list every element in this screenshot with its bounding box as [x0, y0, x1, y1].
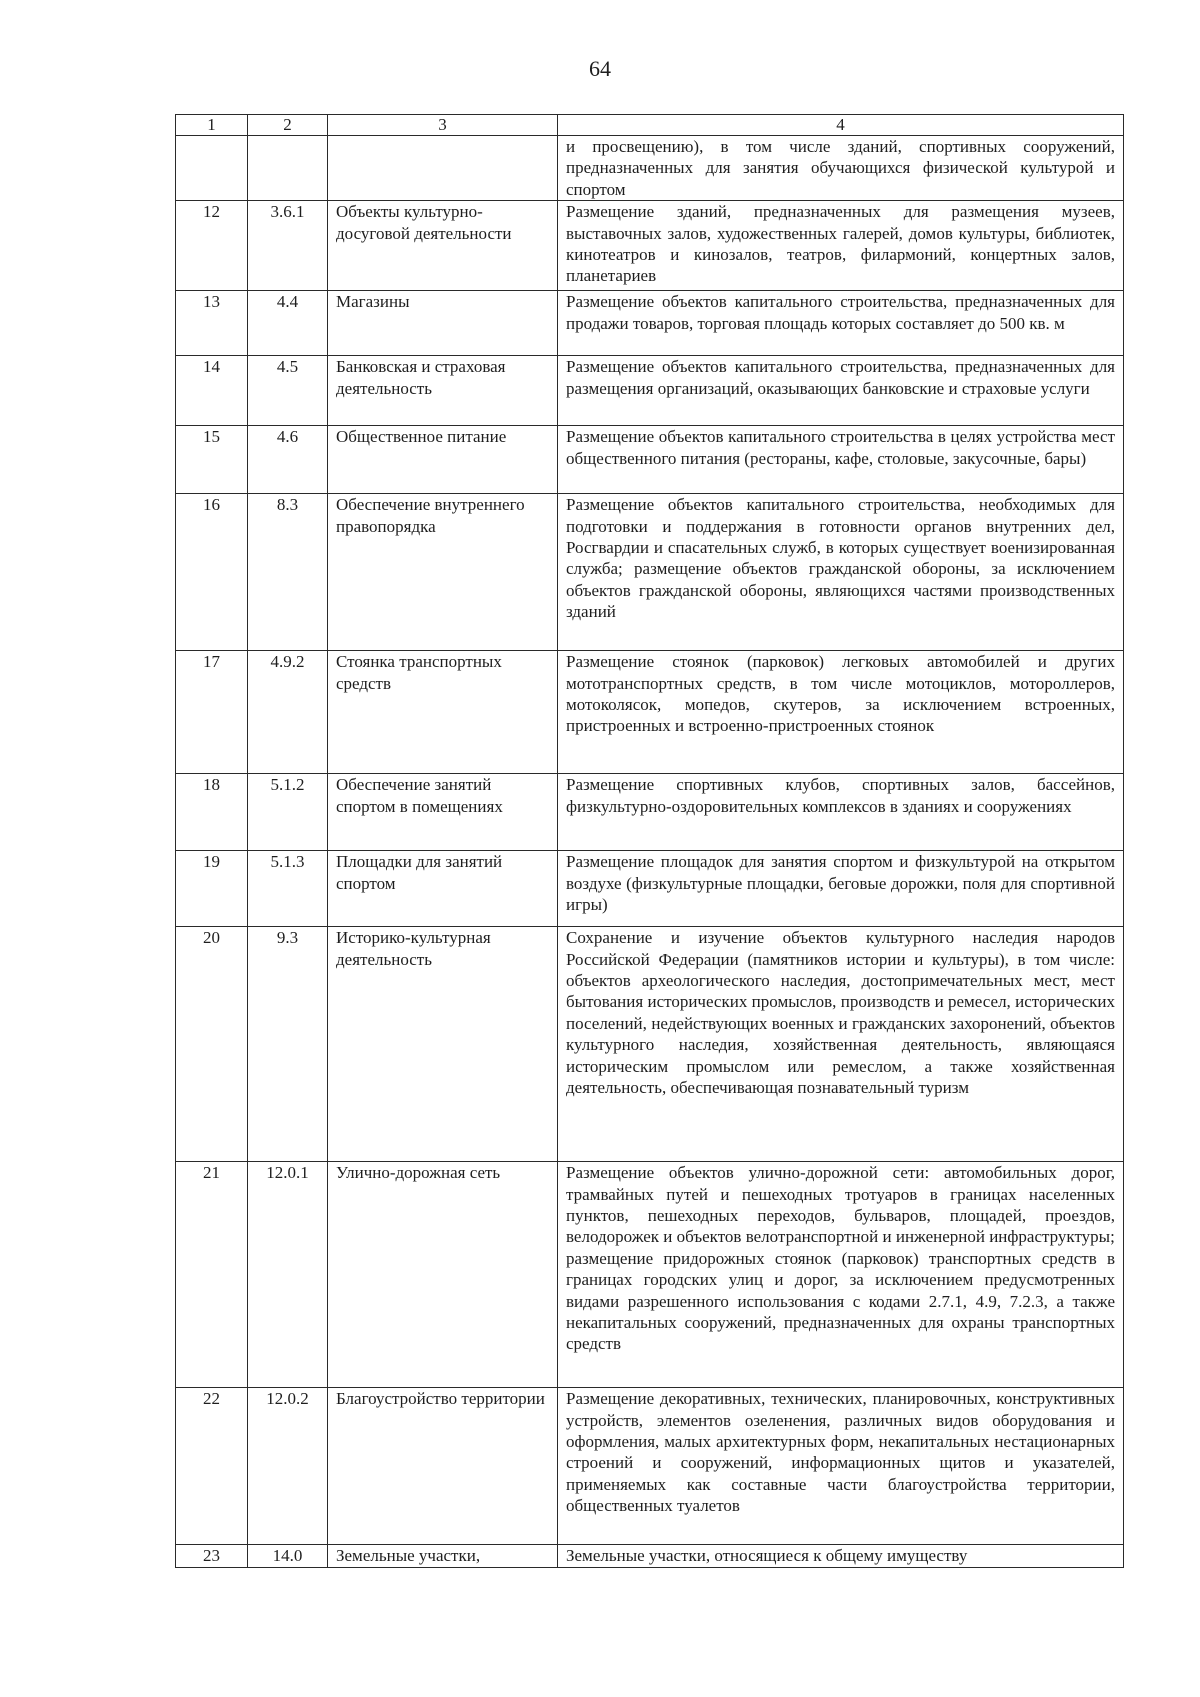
column-header: 4: [558, 115, 1124, 136]
row-name: Объекты культурно-досуговой деятельности: [328, 201, 558, 291]
row-number: 20: [176, 927, 248, 1162]
row-description: Размещение зданий, предназначенных для размещения музеев, выставочных залов, художественных галерей, домов культуры, библиотек, кинотеатров и кинозалов, театров, филармоний, концертных залов, планетариев: [558, 201, 1124, 291]
row-code: 4.6: [248, 426, 328, 494]
row-number: [176, 136, 248, 201]
table-row: [176, 1388, 1124, 1545]
table-header-row: [176, 115, 1124, 136]
table-row: [176, 1545, 1124, 1567]
table-row: [176, 494, 1124, 651]
table-row: [176, 651, 1124, 774]
row-description: Размещение объектов капитального строительства в целях устройства мест общественного питания (рестораны, кафе, столовые, закусочные, бары): [558, 426, 1124, 494]
row-number: 14: [176, 356, 248, 426]
row-number: 19: [176, 851, 248, 927]
table-row: [176, 201, 1124, 291]
row-name: Банковская и страховая деятельность: [328, 356, 558, 426]
row-number: 23: [176, 1545, 248, 1567]
table-row: [176, 927, 1124, 1162]
description-paragraph: Размещение объектов улично-дорожной сети: автомобильных дорог, трамвайных путей и пешеходных тротуаров в границах населенных пунктов, пешеходных переходов, бульваров, площадей, проездов, велодорожек и объектов велотранспортной и инженерной инфраструктуры;: [566, 1163, 1115, 1247]
row-name: Земельные участки,: [328, 1545, 558, 1567]
row-description: Размещение стоянок (парковок) легковых автомобилей и других мототранспортных средств, в том числе мотоциклов, мотороллеров, мотоколясок, мопедов, скутеров, за исключением встроенных, пристроенных и встроенно-пристроенных стоянок: [558, 651, 1124, 774]
description-paragraph: размещение придорожных стоянок (парковок) транспортных средств в границах городских улиц и дорог, за исключением предусмотренных видами разрешенного использования с кодами 2.7.1, 4.9, 7.2.3, а также некапитальных сооружений, предназначенных для охраны транспортных средств: [566, 1248, 1115, 1354]
column-header: 3: [328, 115, 558, 136]
row-code: 14.0: [248, 1545, 328, 1567]
row-code: 3.6.1: [248, 201, 328, 291]
row-name: Обеспечение занятий спортом в помещениях: [328, 774, 558, 851]
table-row: [176, 851, 1124, 927]
table-row: [176, 1162, 1124, 1388]
table-row: [176, 356, 1124, 426]
row-name: [328, 136, 558, 201]
row-code: 9.3: [248, 927, 328, 1162]
row-number: 22: [176, 1388, 248, 1545]
row-name: Стоянка транспортных средств: [328, 651, 558, 774]
column-header: 1: [176, 115, 248, 136]
row-code: 5.1.3: [248, 851, 328, 927]
zoning-table: [175, 114, 1124, 1568]
row-number: 15: [176, 426, 248, 494]
row-code: 12.0.2: [248, 1388, 328, 1545]
row-number: 12: [176, 201, 248, 291]
row-code: 4.4: [248, 291, 328, 356]
row-number: 13: [176, 291, 248, 356]
row-code: 5.1.2: [248, 774, 328, 851]
row-description: Размещение объектов капитального строительства, предназначенных для продажи товаров, торговая площадь которых составляет до 500 кв. м: [558, 291, 1124, 356]
row-number: 18: [176, 774, 248, 851]
row-code: 12.0.1: [248, 1162, 328, 1388]
row-name: Площадки для занятий спортом: [328, 851, 558, 927]
row-code: 4.9.2: [248, 651, 328, 774]
row-name: Обеспечение внутреннего правопорядка: [328, 494, 558, 651]
row-description: Сохранение и изучение объектов культурного наследия народов Российской Федерации (памятников истории и культуры), в том числе: объектов археологического наследия, достопримечательных мест, мест бытования исторических промыслов, производств и ремесел, исторических поселений, недействующих военных и гражданских захоронений, объектов культурного наследия, хозяйственная деятельность, являющаяся историческим промыслом или ремеслом, а также хозяйственная деятельность, обеспечивающая познавательный туризм: [558, 927, 1124, 1162]
table-row: [176, 426, 1124, 494]
table-row: [176, 774, 1124, 851]
row-name: Общественное питание: [328, 426, 558, 494]
row-code: [248, 136, 328, 201]
row-description: Размещение спортивных клубов, спортивных залов, бассейнов, физкультурно-оздоровительных комплексов в зданиях и сооружениях: [558, 774, 1124, 851]
row-description: и просвещению), в том числе зданий, спортивных сооружений, предназначенных для занятия обучающихся физической культурой и спортом: [558, 136, 1124, 201]
row-name: Историко-культурная деятельность: [328, 927, 558, 1162]
row-number: 21: [176, 1162, 248, 1388]
row-description: [558, 1162, 1124, 1388]
row-description: Размещение площадок для занятия спортом и физкультурой на открытом воздухе (физкультурные площадки, беговые дорожки, поля для спортивной игры): [558, 851, 1124, 927]
row-description: Размещение объектов капитального строительства, предназначенных для размещения организаций, оказывающих банковские и страховые услуги: [558, 356, 1124, 426]
row-number: 16: [176, 494, 248, 651]
row-code: 8.3: [248, 494, 328, 651]
row-description: Размещение объектов капитального строительства, необходимых для подготовки и поддержания в готовности органов внутренних дел, Росгвардии и спасательных служб, в которых существует военизированная служба; размещение объектов гражданской обороны, за исключением объектов гражданской обороны, являющихся частями производственных зданий: [558, 494, 1124, 651]
row-code: 4.5: [248, 356, 328, 426]
column-header: 2: [248, 115, 328, 136]
table-row-continuation: [176, 136, 1124, 201]
row-name: Благоустройство территории: [328, 1388, 558, 1545]
row-description: Размещение декоративных, технических, планировочных, конструктивных устройств, элементов озеленения, различных видов оборудования и оформления, малых архитектурных форм, некапитальных нестационарных строений и сооружений, информационных щитов и указателей, применяемых как составные части благоустройства территории, общественных туалетов: [558, 1388, 1124, 1545]
page-number: 64: [589, 56, 611, 81]
row-description: Земельные участки, относящиеся к общему имуществу: [558, 1545, 1124, 1567]
row-number: 17: [176, 651, 248, 774]
row-name: Магазины: [328, 291, 558, 356]
table-row: [176, 291, 1124, 356]
row-name: Улично-дорожная сеть: [328, 1162, 558, 1388]
